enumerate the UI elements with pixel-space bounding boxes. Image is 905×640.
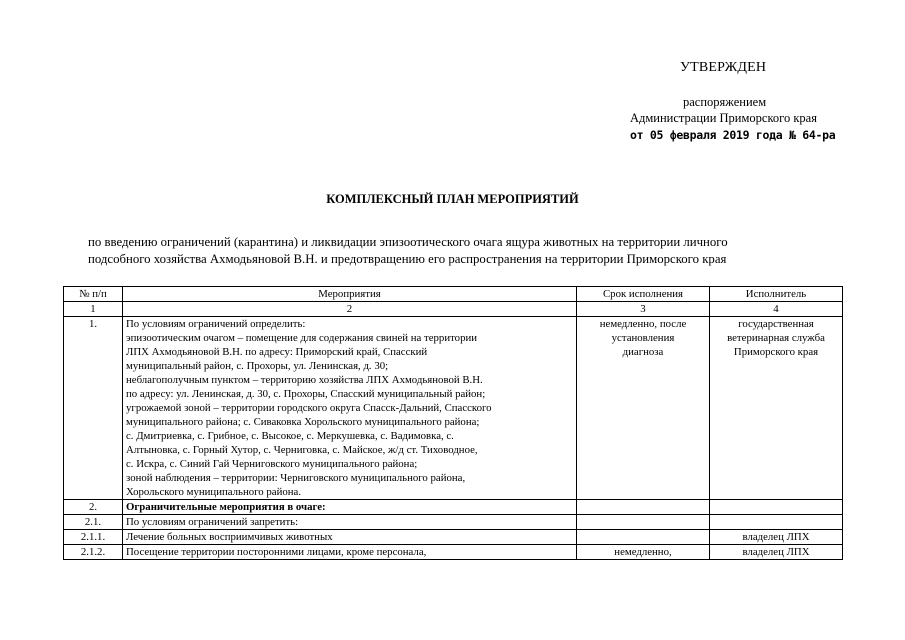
column-number: 4 xyxy=(710,302,843,317)
row-executor xyxy=(710,500,843,515)
row-deadline xyxy=(577,500,710,515)
header-executor: Исполнитель xyxy=(710,287,843,302)
table-header-row xyxy=(64,287,843,302)
measure-line: муниципального района; с. Сиваковка Хорольского муниципального района; xyxy=(126,416,480,428)
column-number: 2 xyxy=(123,302,577,317)
row-num: 2.1. xyxy=(64,515,123,530)
measure-line: ЛПХ Ахмодьяновой В.Н. по адресу: Приморский край, Спасский xyxy=(126,346,428,358)
executor-line: Приморского края xyxy=(733,346,819,358)
row-measure: По условиям ограничений запретить: xyxy=(123,515,577,530)
row-num: 2.1.2. xyxy=(64,545,123,560)
measure-line: эпизоотическим очагом – помещение для содержания свиней на территории xyxy=(126,332,478,344)
document-title: КОМПЛЕКСНЫЙ ПЛАН МЕРОПРИЯТИЙ xyxy=(326,192,579,206)
measure-line: Хорольского муниципального района. xyxy=(126,486,302,498)
column-number: 1 xyxy=(64,302,123,317)
measure-line: по адресу: ул. Ленинская, д. 30, с. Прохоры, Спасский муниципальный район; xyxy=(126,388,486,400)
measure-line: По условиям ограничений определить: xyxy=(126,318,306,330)
executor-line: государственная xyxy=(738,318,814,330)
deadline-line: диагноза xyxy=(622,346,664,358)
row-executor: владелец ЛПХ xyxy=(710,530,843,545)
header-num: № п/п xyxy=(64,287,123,302)
row-executor xyxy=(710,317,843,500)
row-executor: владелец ЛПХ xyxy=(710,545,843,560)
column-number: 3 xyxy=(577,302,710,317)
table-row xyxy=(64,317,843,500)
row-deadline xyxy=(577,317,710,500)
row-deadline: немедленно, xyxy=(577,545,710,560)
measure-line: зоной наблюдения – территории: Черниговского муниципального района, xyxy=(126,472,466,484)
plan-table xyxy=(63,286,843,560)
table-row xyxy=(64,530,843,545)
row-num: 2.1.1. xyxy=(64,530,123,545)
row-deadline xyxy=(577,530,710,545)
executor-line: ветеринарная служба xyxy=(727,332,825,344)
document-subtitle xyxy=(88,234,843,268)
measure-line: Алтыновка, с. Горный Хутор, с. Черниговка, с. Майское, ж/д ст. Тиховодное, xyxy=(126,444,478,456)
order-date: от 05 февраля 2019 года № 64-ра xyxy=(630,128,836,142)
by-order-label: распоряжением xyxy=(683,95,767,109)
header-deadline: Срок исполнения xyxy=(577,287,710,302)
table-row xyxy=(64,515,843,530)
administration-label: Администрации Приморского края xyxy=(630,111,817,125)
measure-line: с. Дмитриевка, с. Грибное, с. Высокое, с. Меркушевка, с. Вадимовка, с. xyxy=(126,430,454,442)
row-deadline xyxy=(577,515,710,530)
deadline-line: установления xyxy=(611,332,675,344)
row-measure: Лечение больных восприимчивых животных xyxy=(123,530,577,545)
deadline-line: немедленно, после xyxy=(599,318,687,330)
table-row xyxy=(64,545,843,560)
row-measure: Посещение территории посторонними лицами, кроме персонала, xyxy=(123,545,577,560)
row-num: 2. xyxy=(64,500,123,515)
row-measure: Ограничительные мероприятия в очаге: xyxy=(123,500,577,515)
header-measures: Мероприятия xyxy=(123,287,577,302)
measure-line: неблагополучным пунктом – территорию хозяйства ЛПХ Ахмодьяновой В.Н. xyxy=(126,374,483,386)
measure-line: муниципальный район, с. Прохоры, ул. Ленинская, д. 30; xyxy=(126,360,389,372)
row-num: 1. xyxy=(64,317,123,500)
column-number-row xyxy=(64,302,843,317)
row-measure xyxy=(123,317,577,500)
subtitle-line: по введению ограничений (карантина) и ликвидации эпизоотического очага ящура животных на территории личного xyxy=(88,235,728,249)
subtitle-line: подсобного хозяйства Ахмодьяновой В.Н. и предотвращению его распространения на территории Приморского края xyxy=(88,252,727,266)
approved-label: УТВЕРЖДЕН xyxy=(680,60,767,75)
measure-line: с. Искра, с. Синий Гай Черниговского муниципального района; xyxy=(126,458,418,470)
table-row xyxy=(64,500,843,515)
row-executor xyxy=(710,515,843,530)
measure-line: угрожаемой зоной – территории городского округа Спасск-Дальний, Спасского xyxy=(126,402,492,414)
